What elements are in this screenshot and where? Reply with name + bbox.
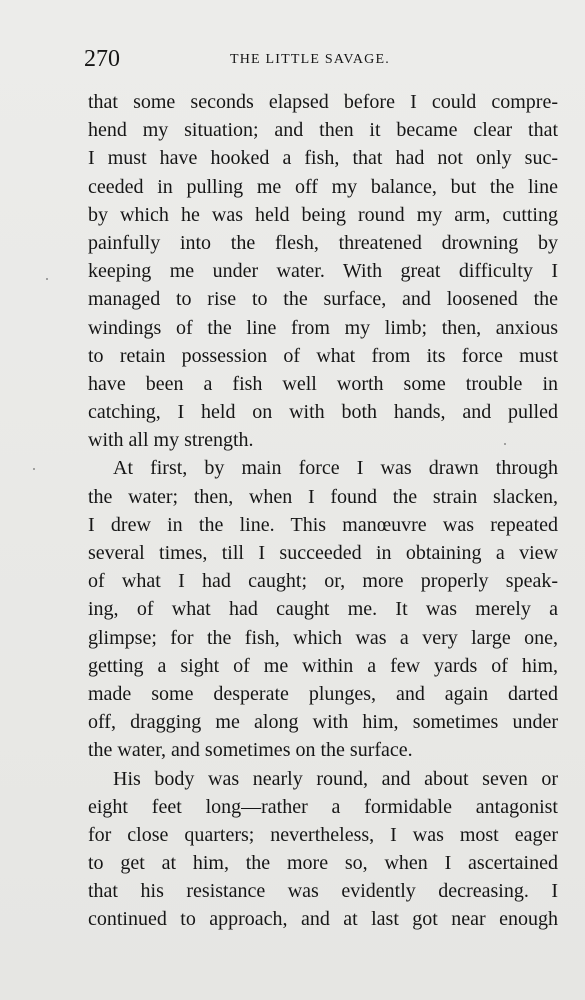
text-line: to get at him, the more so, when I ascertained: [88, 852, 558, 875]
text-line: eight feet long—rather a formidable antagonist: [88, 795, 558, 818]
text-line: to retain possession of what from its force must: [88, 344, 558, 367]
text-line: I must have hooked a fish, that had not only suc-: [88, 147, 558, 170]
text-line: the water, and sometimes on the surface.: [88, 739, 413, 762]
paper-speck: [46, 278, 48, 280]
page-header: [84, 44, 514, 74]
page-number: 270: [84, 46, 120, 72]
running-title: THE LITTLE SAVAGE.: [230, 52, 390, 67]
paper-speck: [504, 443, 506, 445]
text-line: painfully into the flesh, threatened drowning by: [88, 231, 558, 254]
text-line: windings of the line from my limb; then, anxious: [88, 316, 558, 339]
text-line: getting a sight of me within a few yards of him,: [88, 654, 558, 677]
paper-speck: [33, 468, 35, 470]
text-line: At first, by main force I was drawn through: [113, 457, 558, 480]
text-line: off, dragging me along with him, sometimes under: [88, 711, 558, 734]
text-line: His body was nearly round, and about seven or: [113, 767, 558, 790]
text-line: made some desperate plunges, and again darted: [88, 682, 558, 705]
text-line: the water; then, when I found the strain slacken,: [88, 485, 558, 508]
text-line: several times, till I succeeded in obtaining a view: [88, 542, 558, 564]
text-line: that his resistance was evidently decreasing. I: [88, 880, 558, 903]
text-line: that some seconds elapsed before I could compre-: [88, 91, 558, 113]
body-text: [88, 88, 558, 934]
text-line: ceeded in pulling me off my balance, but the line: [88, 175, 558, 198]
text-line: ing, of what had caught me. It was merely a: [88, 598, 558, 621]
text-line: have been a fish well worth some trouble in: [88, 372, 558, 395]
text-line: of what I had caught; or, more properly speak-: [88, 570, 558, 593]
text-line: I drew in the line. This manœuvre was repeated: [88, 513, 558, 536]
text-line: for close quarters; nevertheless, I was most eager: [88, 823, 558, 846]
text-line: catching, I held on with both hands, and pulled: [88, 401, 558, 424]
text-line: hend my situation; and then it became clear that: [88, 119, 558, 142]
text-line: managed to rise to the surface, and loosened the: [88, 288, 558, 311]
text-line: by which he was held being round my arm, cutting: [88, 203, 558, 226]
text-line: keeping me under water. With great difficulty I: [88, 260, 558, 283]
text-line: glimpse; for the fish, which was a very large one,: [88, 626, 558, 649]
text-line: with all my strength.: [88, 429, 254, 452]
text-line: continued to approach, and at last got near enough: [88, 908, 558, 931]
